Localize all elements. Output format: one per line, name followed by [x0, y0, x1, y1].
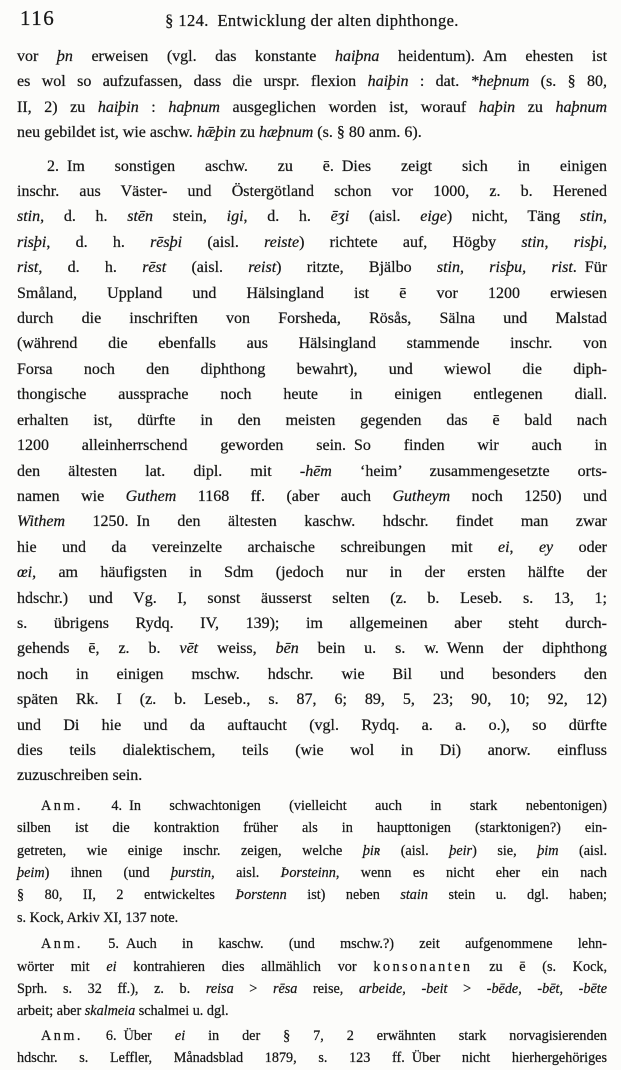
text-line	[17, 1047, 607, 1069]
text-line	[17, 907, 607, 929]
text-run: erhalten ist, dürfte in den meisten gegenden das ē bald nach	[17, 411, 607, 429]
anmerkung-4	[17, 795, 607, 929]
text-run: >	[447, 981, 487, 998]
text-run: s. übrigens Rydq. IV, 139); im allgemeinen aber steht durch-	[17, 614, 607, 632]
text-run: Småland, Uppland und Hälsingland ist ē vor 1200 erwiesen	[17, 284, 607, 302]
text-run: :	[138, 98, 169, 116]
text-line	[17, 433, 607, 458]
text-run: ist) neben	[286, 887, 401, 904]
text-run: ,	[459, 259, 490, 277]
italic-term: þn	[56, 48, 73, 65]
text-run: den ältesten lat. dipl. mit	[17, 462, 300, 480]
italic-term: -bēt	[537, 981, 560, 998]
text-run: ausgeglichen worden ist, worauf	[219, 98, 479, 116]
italic-term: reist	[248, 259, 277, 277]
italic-term: Gutheym	[392, 487, 451, 505]
italic-term: ēʒi	[330, 208, 350, 226]
italic-term: Þorstenn	[235, 887, 287, 904]
italic-term: œi	[17, 564, 33, 582]
italic-term: risþi	[17, 233, 47, 251]
italic-term: *heþnum	[470, 73, 530, 91]
italic-term: igi	[226, 208, 244, 226]
text-line	[17, 884, 607, 906]
text-line	[17, 459, 607, 484]
anmerkung-6	[17, 1025, 607, 1070]
text-run: ,	[402, 981, 422, 998]
text-run: noch in einigen mschw. hdschr. wie Bil und besonders den	[17, 665, 607, 683]
text-run: silben ist die kontraktion früher als in haupttonigen (starktonigen?) ein-	[17, 820, 607, 837]
text-run: , d. h.	[243, 208, 331, 226]
italic-term: Þorsteinn	[280, 865, 336, 881]
text-line	[17, 204, 607, 229]
text-run: weiss,	[198, 640, 276, 658]
text-run: ,	[559, 981, 579, 998]
text-run: § 80, II, 2 entwickeltes	[17, 887, 236, 904]
text-run: , d. h.	[38, 259, 143, 277]
text-line	[17, 713, 607, 738]
italic-term: -bēte	[578, 981, 607, 998]
text-run: , d. h.	[46, 233, 151, 251]
text-line	[17, 69, 607, 94]
text-line	[17, 509, 607, 534]
italic-term: rēsa	[272, 981, 298, 998]
text-line	[17, 408, 607, 433]
text-run: ,	[509, 538, 539, 556]
text-run: 2. Im sonstigen aschw. zu ē. Dies zeigt sich in einigen	[47, 157, 607, 175]
italic-term: hǣþin	[196, 124, 236, 142]
text-line	[17, 535, 607, 560]
text-run: : dat.	[408, 73, 471, 91]
text-run: , d. h.	[40, 208, 128, 226]
text-line	[17, 763, 607, 788]
text-run: (während die ebenfalls aus Hälsingland stammende inschr. von	[17, 335, 607, 353]
text-line	[17, 817, 607, 839]
text-run: hdschr. s. Leffler, Månadsblad 1879, s. 123 ff. Über nicht hierhergehöriges	[17, 1050, 607, 1067]
text-run: ,	[603, 208, 608, 226]
text-line	[17, 281, 607, 306]
italic-term: stin	[579, 208, 604, 226]
text-line	[17, 230, 607, 255]
text-run: 5. Auch in kaschw. (und mschw.?) zeit aufgenommene lehn-	[82, 936, 607, 953]
text-line	[17, 560, 607, 585]
text-run: Sprh. s. 32 ff.), z. b.	[17, 981, 206, 998]
text-run: gehends ē, z. b.	[17, 640, 180, 658]
text-line	[17, 862, 607, 884]
italic-term: ey	[538, 538, 554, 556]
italic-term: þiʀ	[362, 842, 381, 859]
text-run: (aisl.	[166, 259, 249, 277]
text-run: vor	[17, 48, 57, 65]
text-line	[17, 306, 607, 331]
italic-term: -beit	[421, 981, 448, 998]
text-run: thongische aussprache noch heute in einigen entlegenen diall.	[17, 386, 607, 404]
text-run: stein,	[153, 208, 227, 226]
text-run: ‘heim’ zusammengesetzte orts-	[331, 462, 608, 480]
text-line	[17, 978, 607, 1000]
text-line	[17, 1000, 607, 1022]
text-run: 6. Über	[82, 1027, 175, 1044]
text-run: späten Rk. I (z. b. Leseb., s. 87, 6; 89, 5, 23; 90, 10; 92, 12)	[17, 691, 607, 709]
text-run: (aisl.	[182, 233, 265, 251]
italic-term: skalmeia	[84, 1003, 136, 1020]
text-run: noch 1250) und	[450, 487, 607, 505]
italic-term: rēst	[142, 259, 167, 277]
text-line	[17, 484, 607, 509]
italic-term: risþu	[489, 259, 523, 277]
text-run: bein u. s. w. Wenn der diphthong	[298, 640, 608, 658]
text-run: 1168 ff. (aber auch	[176, 487, 393, 505]
italic-term: Withem	[17, 513, 65, 531]
text-run: oder	[553, 538, 608, 556]
text-line	[17, 687, 607, 712]
text-line	[17, 840, 607, 862]
italic-term: haiþin	[367, 73, 409, 91]
italic-term: reiste	[264, 233, 300, 251]
italic-term: bēn	[275, 640, 299, 658]
text-run: (aisl.	[380, 842, 450, 859]
italic-term: þurstin	[170, 865, 212, 881]
italic-term: risþi	[573, 233, 604, 251]
italic-term: ei	[497, 538, 510, 556]
text-line	[17, 611, 607, 636]
anmerkung-5	[17, 933, 607, 1023]
text-run: ,	[518, 981, 538, 998]
text-run: getreten, wie einige inschr. zeigen, welche	[17, 842, 363, 859]
text-run: wörter mit	[17, 958, 107, 975]
italic-term: haþnum	[168, 98, 220, 116]
text-run: 1200 alleinherrschend geworden sein. So finden wir auch in	[17, 437, 607, 455]
text-run: ) ritzte, Bjälbo	[276, 259, 437, 277]
text-line	[17, 636, 607, 661]
text-run: dies teils dialektischem, teils (wie wol in Di) anorw. einfluss	[17, 741, 607, 759]
text-run: s. Kock, Arkiv XI, 137 note.	[17, 909, 179, 926]
italic-term: stin	[17, 208, 41, 226]
italic-term: -hēm	[299, 462, 332, 480]
text-line	[17, 795, 607, 817]
italic-term: stin	[436, 259, 460, 277]
text-line	[17, 179, 607, 204]
text-run: (aisl.	[558, 842, 607, 859]
italic-term: rēsþi	[150, 233, 183, 251]
italic-term: haþnum	[555, 98, 607, 116]
text-run: , am häufigsten in Sdm (jedoch nur in der ersten hälfte der	[32, 564, 607, 582]
italic-term: arbeide	[358, 981, 403, 998]
italic-term: þeim	[17, 865, 45, 881]
text-run: ) sie,	[472, 842, 538, 859]
text-line	[17, 662, 607, 687]
text-run: ) ihnen (und	[44, 865, 171, 881]
text-line	[17, 255, 607, 280]
text-run: stein u. dgl. haben;	[427, 887, 607, 904]
italic-term: þeir	[449, 842, 473, 859]
text-line	[17, 956, 607, 978]
text-run: Forsa noch den diphthong bewahrt), und wiewol die diph-	[17, 360, 607, 378]
text-run: durch die inschriften von Forsheda, Rösås, Sälna und Malstad	[17, 310, 607, 328]
text-run: es wol so aufzufassen, dass die urspr. flexion	[17, 73, 368, 91]
section-heading: § 124. Entwicklung der alten diphthonge.	[165, 11, 459, 30]
text-run: namen wie	[17, 487, 126, 505]
text-run: ,	[522, 259, 552, 277]
italic-term: haiþin	[97, 98, 139, 116]
text-run: neu gebildet ist, wie aschw.	[17, 124, 197, 142]
text-run: zuzuschreiben sein.	[17, 767, 143, 785]
text-run: (s. § 80 anm. 6).	[313, 124, 422, 142]
text-line	[17, 331, 607, 356]
italic-term: hæþnum	[259, 124, 314, 142]
text-run: reise,	[297, 981, 359, 998]
italic-term: stēn	[127, 208, 154, 226]
text-run: ) richtete auf, Högby	[299, 233, 522, 251]
text-run: 1250. In den ältesten kaschw. hdschr. findet man zwar	[65, 513, 607, 531]
text-run: ) nicht, Täng	[446, 208, 580, 226]
text-run: zu	[515, 98, 556, 116]
text-line	[17, 95, 607, 120]
text-run: erweisen (vgl. das konstante	[72, 48, 335, 65]
italic-term: eige	[420, 208, 447, 226]
text-run: hdschr.) und Vg. I, sonst äusserst selten (z. b. Leseb. s. 13, 1;	[17, 589, 607, 607]
italic-term: rist	[17, 259, 39, 277]
italic-term: Guthem	[125, 487, 177, 505]
text-run: ,	[544, 233, 574, 251]
text-run: und Di hie und da auftaucht (vgl. Rydq. a. a. o.), so dürfte	[17, 716, 607, 734]
text-line	[17, 382, 607, 407]
text-run: , wenn es nicht eher ein nach	[335, 865, 607, 881]
text-run: inschr. aus Väster- und Östergötland schon vor 1000, z. b. Herened	[17, 183, 607, 201]
text-run: (aisl.	[349, 208, 421, 226]
text-content	[17, 44, 607, 1070]
text-line	[17, 120, 607, 145]
text-line	[17, 586, 607, 611]
page-number: 116	[20, 6, 56, 30]
text-run: Anm.	[41, 936, 83, 953]
italic-term: haþin	[478, 98, 516, 116]
italic-term: stin	[521, 233, 545, 251]
text-line	[17, 154, 607, 179]
page-header	[17, 8, 607, 34]
italic-term: rist	[551, 259, 573, 277]
text-run: 4. In schwachtonigen (vielleicht auch in stark nebentonigen)	[82, 797, 607, 814]
text-line	[17, 738, 607, 763]
text-run: hie und da vereinzelte archaische schreibungen mit	[17, 538, 498, 556]
text-run: II, 2) zu	[17, 98, 98, 116]
italic-term: stain	[400, 887, 428, 904]
text-run: arbeit; aber	[17, 1003, 85, 1020]
italic-term: -bēde	[486, 981, 519, 998]
text-run: heidentum). Am ehesten ist	[379, 48, 608, 65]
text-run: >	[233, 981, 273, 998]
text-line	[17, 44, 607, 69]
text-run: zu	[235, 124, 260, 142]
paragraph-1	[17, 44, 607, 146]
text-run: ,	[603, 233, 608, 251]
italic-term: ei	[106, 958, 117, 975]
text-run: schalmei u. dgl.	[135, 1003, 229, 1020]
text-run: , aisl.	[211, 865, 281, 881]
text-run: konsonanten	[373, 958, 473, 975]
text-line	[17, 1025, 607, 1047]
text-run: (s. § 80,	[529, 73, 607, 91]
italic-term: vēt	[179, 640, 199, 658]
text-run: Anm.	[41, 797, 83, 814]
text-run: kontrahieren dies allmählich vor	[116, 958, 374, 975]
italic-term: þim	[537, 842, 559, 859]
text-line	[17, 933, 607, 955]
italic-term: haiþna	[334, 48, 380, 65]
italic-term: reisa	[205, 981, 234, 998]
text-run: zu ē (s. Kock,	[472, 958, 608, 975]
italic-term: ei	[174, 1027, 186, 1044]
text-run: Anm.	[41, 1027, 83, 1044]
paragraph-2-diphthong-development	[17, 154, 607, 789]
text-line	[17, 357, 607, 382]
text-run: in der § 7, 2 erwähnten stark norvagisierenden	[185, 1027, 607, 1044]
text-run: . Für	[572, 259, 608, 277]
